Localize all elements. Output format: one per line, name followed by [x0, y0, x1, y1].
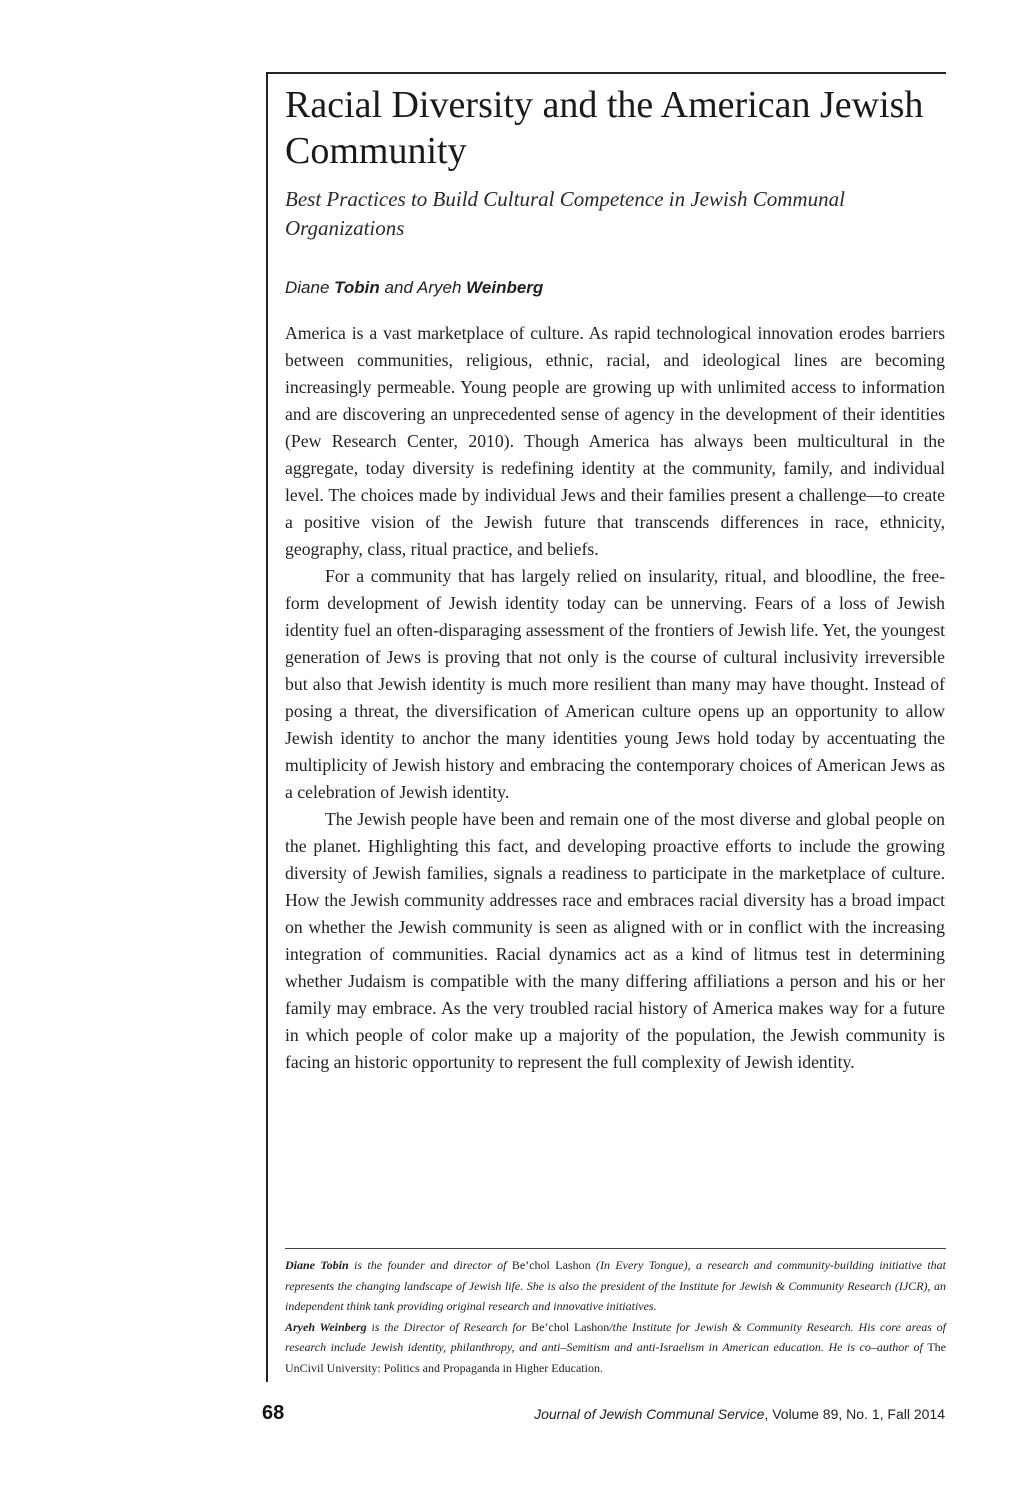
author-conjunction: and	[384, 278, 413, 297]
author-note-tobin-text2: (In Every Tongue), a research and community-building initiative that represents the changing landscape of Jewish life. She is also the president of the Institute for Jewish & Community Research (IJCR), an independent think tank providing original research and innovative initiatives.	[285, 1258, 946, 1313]
journal-issue: , Volume 89, No. 1, Fall 2014	[764, 1406, 945, 1422]
author-notes	[285, 1255, 946, 1378]
author-note-tobin-org: Be’chol Lashon	[511, 1258, 591, 1272]
article-body	[285, 320, 945, 1076]
author-byline	[285, 277, 543, 299]
body-paragraph-1: America is a vast marketplace of culture. As rapid technological innovation erodes barriers between communities, religious, ethnic, racial, and ideological lines are becoming increasingly permeable. Young people are growing up with unlimited access to information and are discovering an unprecedented sense of agency in the development of their identities (Pew Research Center, 2010). Though America has always been multicultural in the aggregate, today diversity is redefining identity at the community, family, and individual level. The choices made by individual Jews and their families present a challenge—to create a positive vision of the Jewish future that transcends differences in race, ethnicity, geography, class, ritual practice, and beliefs.	[285, 323, 945, 559]
author-note-weinberg-text1: is the Director of Research for	[366, 1319, 532, 1334]
article-subtitle: Best Practices to Build Cultural Competence in Jewish Communal Organizations	[285, 187, 845, 240]
article-title: Racial Diversity and the American Jewish Community	[285, 84, 924, 172]
author-note-tobin-text1: is the founder and director of	[348, 1258, 512, 1272]
author-note-tobin	[285, 1255, 946, 1317]
author2-first-name: Aryeh	[417, 278, 462, 297]
author2-last-name: Weinberg	[466, 278, 544, 297]
footnote-rule	[285, 1248, 946, 1249]
author-note-weinberg-name: Aryeh Weinberg	[285, 1319, 367, 1334]
author-note-weinberg-org: Be’chol Lashon	[531, 1319, 610, 1334]
body-paragraph-2: For a community that has largely relied on insularity, ritual, and bloodline, the free-form development of Jewish identity today can be unnerving. Fears of a loss of Jewish identity fuel an often-disparaging assessment of the frontiers of Jewish life. Yet, the youngest generation of Jews is proving that not only is the course of cultural inclusivity irreversible but also that Jewish identity is much more resilient than many may have thought. Instead of posing a threat, the diversification of American culture opens up an opportunity to allow Jewish identity to anchor the many identities young Jews hold today by accentuating the multiplicity of Jewish history and embracing the contemporary choices of American Jews as a celebration of Jewish identity.	[285, 566, 945, 802]
left-margin-rule	[266, 72, 268, 1382]
author-note-weinberg	[285, 1317, 946, 1379]
author-note-weinberg-book: The UnCivil University: Politics and Propaganda in Higher Education.	[285, 1340, 946, 1375]
author1-first-name: Diane	[285, 278, 330, 297]
author1-last-name: Tobin	[334, 278, 380, 297]
author-note-tobin-name: Diane Tobin	[285, 1258, 349, 1272]
running-footer	[534, 1405, 945, 1423]
top-rule	[266, 72, 946, 74]
body-paragraph-3: The Jewish people have been and remain one of the most diverse and global people on the planet. Highlighting this fact, and developing proactive efforts to include the growing diversity of Jewish families, signals a readiness to participate in the marketplace of culture. How the Jewish community addresses race and embraces racial diversity has a broad impact on whether the Jewish community is seen as aligned with or in conflict with the increasing integration of communities. Racial dynamics act as a kind of litmus test in determining whether Judaism is compatible with the many differing affiliations a person and his or her family may embrace. As the very troubled racial history of America makes way for a future in which people of color make up a majority of the population, the Jewish community is facing an historic opportunity to represent the full complexity of Jewish identity.	[285, 809, 945, 1072]
journal-name: Journal of Jewish Communal Service	[534, 1406, 765, 1422]
page-number: 68	[262, 1402, 285, 1424]
author-note-weinberg-text2: /the Institute for Jewish & Community Research. His core areas of research include Jewish identity, philanthropy, and anti–Semitism and anti-Israelism in American education. He is co–author of	[285, 1319, 946, 1354]
